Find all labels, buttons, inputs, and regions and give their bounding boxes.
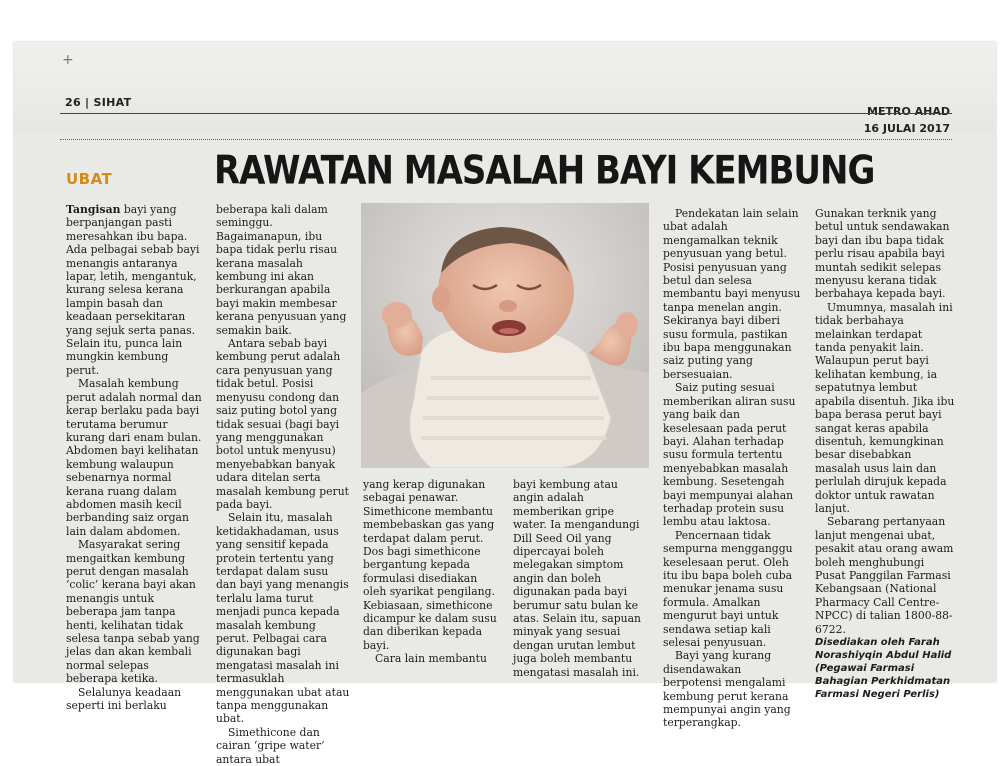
paragraph: yang kerap digunakan sebagai penawar. Simethicone membantu membebaskan gas yang terdapat dalam perut. Dos bagi simethicone bergantung kepada formulasi disediakan oleh syarikat pengilang. Kebiasaan, simethicone dicampur ke dalam susu dan diberikan kepada bayi.	[363, 478, 497, 652]
paragraph	[66, 203, 202, 377]
paragraph: Bayi yang kurang disendawakan berpotensi mengalami kembung perut kerana mempunyai angin yang terperangkap.	[663, 649, 791, 730]
article-column-3	[363, 478, 497, 666]
paragraph: Antara sebab bayi kembung perut adalah cara penyusuan yang tidak betul. Posisi menyusu condong dan saiz puting botol yang tidak sesuai (bagi bayi yang menggunakan botol untuk menyusu) menyebabkan banyak udara ditelan serta masalah kembung perut pada bayi.	[216, 337, 350, 511]
article-column-1	[66, 203, 202, 712]
paragraph: Sebarang pertanyaan lanjut mengenai ubat, pesakit atau orang awam boleh menghubungi Pusat Panggilan Farmasi Kebangsaan (National Pharmacy Call Centre- NPCC) di talian 1800-88-6722.	[815, 515, 954, 636]
dotted-rule	[60, 139, 952, 140]
page-fold	[14, 42, 996, 134]
paragraph: Pencernaan tidak sempurna mengganggu keselesaan perut. Oleh itu ibu bapa boleh cuba menukar jenama susu formula. Amalkan mengurut bayi untuk sendawa setiap kali selesai penyusuan.	[663, 528, 793, 649]
registration-mark-icon: +	[62, 52, 74, 68]
paragraph: Selalunya keadaan seperti ini berlaku	[66, 685, 182, 713]
paragraph: Masalah kembung perut adalah normal dan kerap berlaku pada bayi terutama berumur kurang dari enam bulan. Abdomen bayi kelihatan kembung walaupun sebenarnya normal kerana ruang dalam abdomen masih kecil berbanding saiz organ lain dalam abdomen.	[66, 377, 202, 538]
baby-illustration	[361, 203, 649, 468]
page-section-label: 26 | SIHAT	[65, 96, 132, 109]
article-column-2	[216, 203, 350, 766]
author-credit: Disediakan oleh Farah Norashiyqin Abdul Halid (Pegawai Farmasi Bahagian Perkhidmatan Farmasi Negeri Perlis)	[815, 637, 952, 700]
publication-info	[864, 103, 950, 137]
article-column-5	[663, 207, 803, 730]
header-rule	[60, 113, 952, 114]
paragraph: bayi kembung atau angin adalah memberikan gripe water. Ia mengandungi Dill Seed Oil yang dipercayai boleh melegakan simptom angin dan boleh digunakan pada bayi berumur satu bulan ke atas. Selain itu, sapuan minyak yang sesuai dengan urutan lembut juga boleh membantu mengatasi masalah ini.	[513, 478, 641, 679]
paragraph: Selain itu, masalah ketidakhadaman, usus yang sensitif kepada protein tertentu yang terdapat dalam susu dan bayi yang menangis terlalu lama turut menjadi punca kepada masalah kembung perut. Pelbagai cara digunakan bagi mengatasi masalah ini termasuklah menggunakan ubat atau tanpa menggunakan ubat.	[216, 511, 350, 726]
paragraph: Masyarakat sering mengaitkan kembung perut dengan masalah ‘colic’ kerana bayi akan menangis untuk beberapa jam tanpa henti, kelihatan tidak selesa tanpa sebab yang jelas dan akan kembali normal selepas beberapa ketika.	[66, 538, 200, 686]
paragraph: Simethicone dan cairan ‘gripe water’ antara ubat	[216, 725, 325, 766]
crying-baby-photo	[361, 203, 649, 468]
paragraph: beberapa kali dalam seminggu. Bagaimanapun, ibu bapa tidak perlu risau kerana masalah kembung ini akan berkurangan apabila bayi makin membesar kerana penyusuan yang semakin baik.	[216, 203, 347, 337]
article-column-4	[513, 478, 649, 679]
lead-word: Tangisan	[66, 203, 121, 216]
paragraph: Gunakan terknik yang betul untuk sendawakan bayi dan ibu bapa tidak perlu risau apabila bayi muntah sedikit selepas menyusu kerana tidak berbahaya kepada bayi.	[815, 207, 950, 301]
paragraph: Umumnya, masalah ini tidak berbahaya melainkan terdapat tanda penyakit lain. Walaupun perut bayi kelihatan kembung, ia sepatutnya lembut apabila disentuh. Jika ibu bapa berasa perut bayi sangat keras apabila disentuh, kemungkinan besar disebabkan masalah usus lain dan perlulah dirujuk kepada doktor untuk rawatan lanjut.	[815, 300, 955, 515]
paragraph-text: bayi yang berpanjangan pasti meresahkan ibu bapa. Ada pelbagai sebab bayi menangis antaranya lapar, letih, mengantuk, kurang selesa kerana lampin basah dan keadaan persekitaran yang sejuk serta panas. Selain itu, punca lain mungkin kembung perut.	[66, 203, 200, 377]
publication-name: METRO AHAD	[867, 105, 950, 118]
article-column-6	[815, 207, 955, 701]
paragraph: Pendekatan lain selain ubat adalah mengamalkan teknik penyusuan yang betul. Posisi penyusuan yang betul dan selesa membantu bayi menyusu tanpa menelan angin. Sekiranya bayi diberi susu formula, pastikan ibu bapa menggunakan saiz puting yang bersesuaian.	[663, 207, 801, 381]
article-headline: RAWATAN MASALAH BAYI KEMBUNG	[214, 148, 875, 194]
publication-date: 16 JULAI 2017	[863, 122, 950, 135]
section-kicker: UBAT	[66, 170, 113, 188]
paragraph: Cara lain membantu	[375, 652, 487, 666]
paragraph: Saiz puting sesuai memberikan aliran susu yang baik dan keselesaan pada perut bayi. Alahan terhadap susu formula tertentu menyebabkan masalah kembung. Sesetengah bayi mempunyai alahan terhadap protein susu lembu atau laktosa.	[663, 381, 796, 529]
